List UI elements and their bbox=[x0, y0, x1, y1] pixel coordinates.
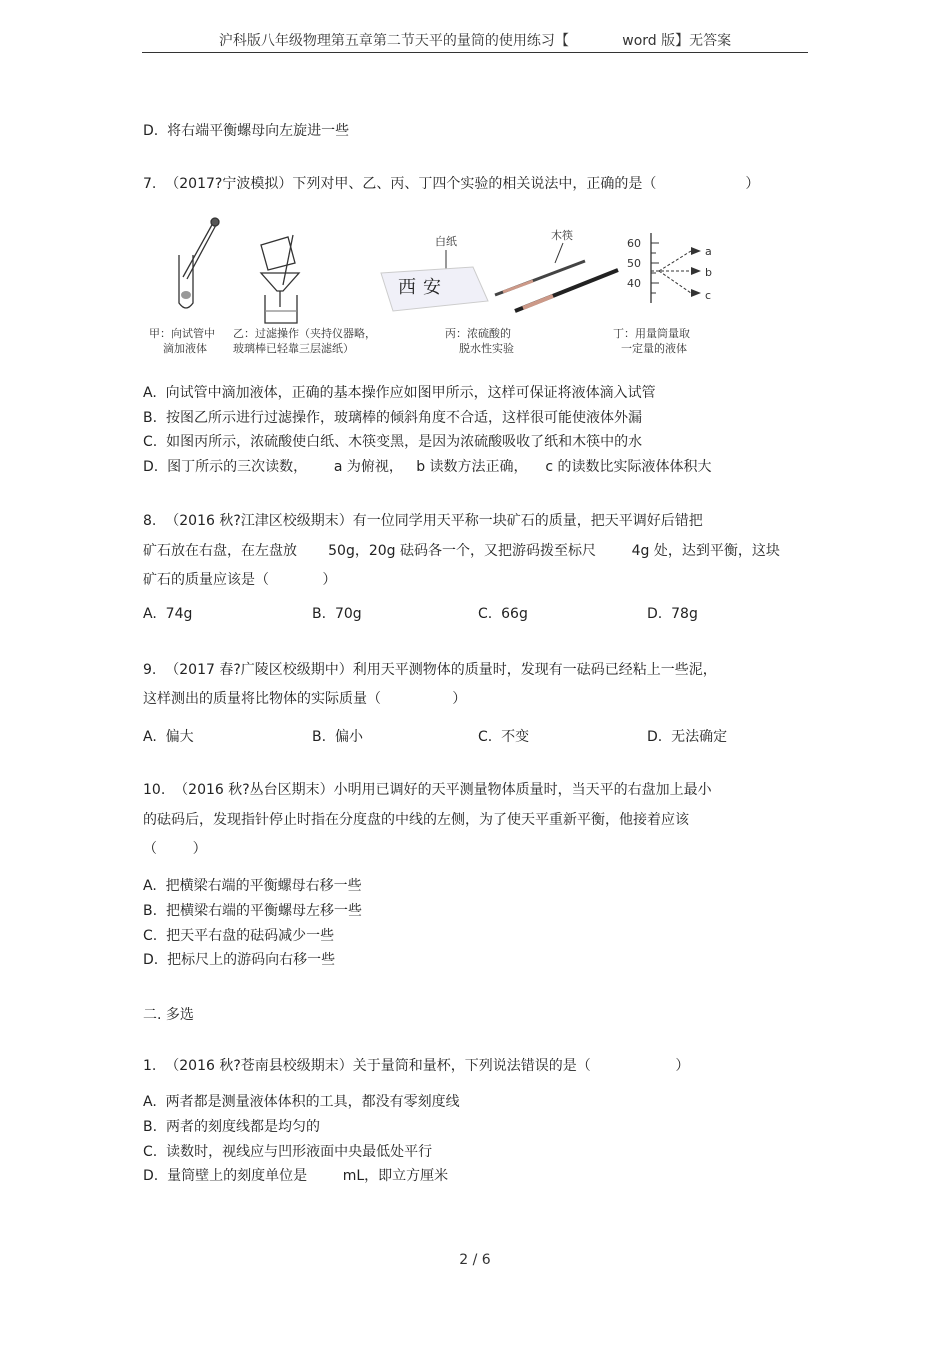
caption-bing-1: 丙：浓硫酸的 bbox=[445, 327, 511, 340]
filtration-illustration bbox=[261, 235, 299, 323]
cylinder-reading-illustration bbox=[627, 233, 712, 303]
q7-option-d: D. 图丁所示的三次读数， a 为俯视， b 读数方法正确， c 的读数比实际液体体积大 bbox=[143, 459, 712, 475]
section-title-multiple-choice: 二. 多选 bbox=[143, 1007, 194, 1023]
q8-option-d: D. 78g bbox=[647, 606, 698, 622]
q10-line-1: 10. （2016 秋?丛台区期末）小明用已调好的天平测量物体质量时，当天平的右盘加上最小 bbox=[143, 782, 712, 798]
q10-line-2: 的砝码后，发现指针停止时指在分度盘的中线的左侧，为了使天平重新平衡，他接着应该 bbox=[143, 812, 689, 828]
header-title-left: 沪科版八年级物理第五章第二节天平的量筒的使用练习【 bbox=[218, 33, 569, 49]
caption-jia-1: 甲：向试管中 bbox=[149, 327, 215, 340]
q10-option-b: B. 把横梁右端的平衡螺母左移一些 bbox=[143, 903, 362, 919]
q8-option-c: C. 66g bbox=[478, 606, 528, 622]
q7-option-c: C. 如图丙所示，浓硫酸使白纸、木筷变黑，是因为浓硫酸吸收了纸和木筷中的水 bbox=[143, 434, 643, 450]
eye-label-b: b bbox=[705, 266, 712, 279]
scale-40: 40 bbox=[627, 277, 641, 290]
mq1-stem: 1. （2016 秋?苍南县校级期末）关于量筒和量杯，下列说法错误的是（ ） bbox=[143, 1058, 690, 1074]
caption-yi-2: 玻璃棒已轻靠三层滤纸） bbox=[233, 342, 354, 355]
q9-option-b: B. 偏小 bbox=[312, 729, 363, 745]
q10-option-d: D. 把标尺上的游码向右移一些 bbox=[143, 952, 336, 968]
q9-line-1: 9. （2017 春?广陵区校级期中）利用天平测物体的质量时，发现有一砝码已经粘上一些泥， bbox=[143, 662, 717, 678]
caption-jia-2: 滴加液体 bbox=[163, 342, 207, 355]
eye-icon bbox=[691, 267, 701, 275]
label-stick: 木筷 bbox=[551, 229, 573, 242]
q10-line-3: （ ） bbox=[143, 841, 207, 857]
q7-figure bbox=[143, 215, 723, 363]
test-tube-dropper-illustration bbox=[179, 218, 219, 308]
q9-line-2: 这样测出的质量将比物体的实际质量（ ） bbox=[143, 691, 467, 707]
page-number: 2 / 6 bbox=[459, 1252, 491, 1268]
q9-option-a: A. 偏大 bbox=[143, 729, 194, 745]
label-paper: 白纸 bbox=[435, 235, 457, 248]
mq1-option-d: D. 量筒壁上的刻度单位是 mL，即立方厘米 bbox=[143, 1168, 449, 1184]
paper-char-1: 西 bbox=[398, 277, 416, 298]
caption-bing-2: 脱水性实验 bbox=[459, 342, 514, 355]
q8-option-a: A. 74g bbox=[143, 606, 193, 622]
eye-label-c: c bbox=[705, 289, 712, 302]
sulfuric-acid-illustration bbox=[381, 228, 618, 311]
paper-char-2: 安 bbox=[423, 277, 441, 298]
scale-60: 60 bbox=[627, 237, 641, 250]
caption-ding-1: 丁：用量筒量取 bbox=[613, 327, 690, 340]
q8-line-1: 8. （2016 秋?江津区校级期末）有一位同学用天平称一块矿石的质量，把天平调好后错把 bbox=[143, 513, 703, 529]
q8-line-2: 矿石放在右盘，在左盘放 50g，20g 砝码各一个，又把游码拨至标尺 4g 处，达到平衡，这块 bbox=[143, 543, 780, 559]
q9-option-c: C. 不变 bbox=[478, 729, 530, 745]
eye-icon bbox=[691, 247, 701, 255]
q8-line-3: 矿石的质量应该是（ ） bbox=[143, 572, 337, 588]
q10-option-c: C. 把天平右盘的砝码减少一些 bbox=[143, 928, 335, 944]
q8-option-b: B. 70g bbox=[312, 606, 362, 622]
q7-option-b: B. 按图乙所示进行过滤操作，玻璃棒的倾斜角度不合适，这样很可能使液体外漏 bbox=[143, 410, 642, 426]
mq1-option-b: B. 两者的刻度线都是均匀的 bbox=[143, 1119, 320, 1135]
eye-label-a: a bbox=[705, 245, 712, 258]
caption-yi-1: 乙：过滤操作（夹持仪器略， bbox=[233, 327, 376, 340]
q7-option-a: A. 向试管中滴加液体，正确的基本操作应如图甲所示，这样可保证将液体滴入试管 bbox=[143, 385, 656, 401]
mq1-option-a: A. 两者都是测量液体体积的工具，都没有零刻度线 bbox=[143, 1094, 460, 1110]
q9-option-d: D. 无法确定 bbox=[647, 729, 728, 745]
caption-ding-2: 一定量的液体 bbox=[621, 342, 687, 355]
mq1-option-c: C. 读数时，视线应与凹形液面中央最低处平行 bbox=[143, 1144, 433, 1160]
header-title-right: word 版】无答案 bbox=[622, 33, 732, 49]
q6-option-d: D. 将右端平衡螺母向左旋进一些 bbox=[143, 123, 350, 139]
scale-50: 50 bbox=[627, 257, 641, 270]
eye-icon bbox=[691, 289, 701, 297]
page-header bbox=[142, 30, 808, 53]
q7-stem: 7. （2017?宁波模拟）下列对甲、乙、丙、丁四个实验的相关说法中，正确的是（ ） bbox=[143, 176, 760, 192]
q10-option-a: A. 把横梁右端的平衡螺母右移一些 bbox=[143, 878, 362, 894]
